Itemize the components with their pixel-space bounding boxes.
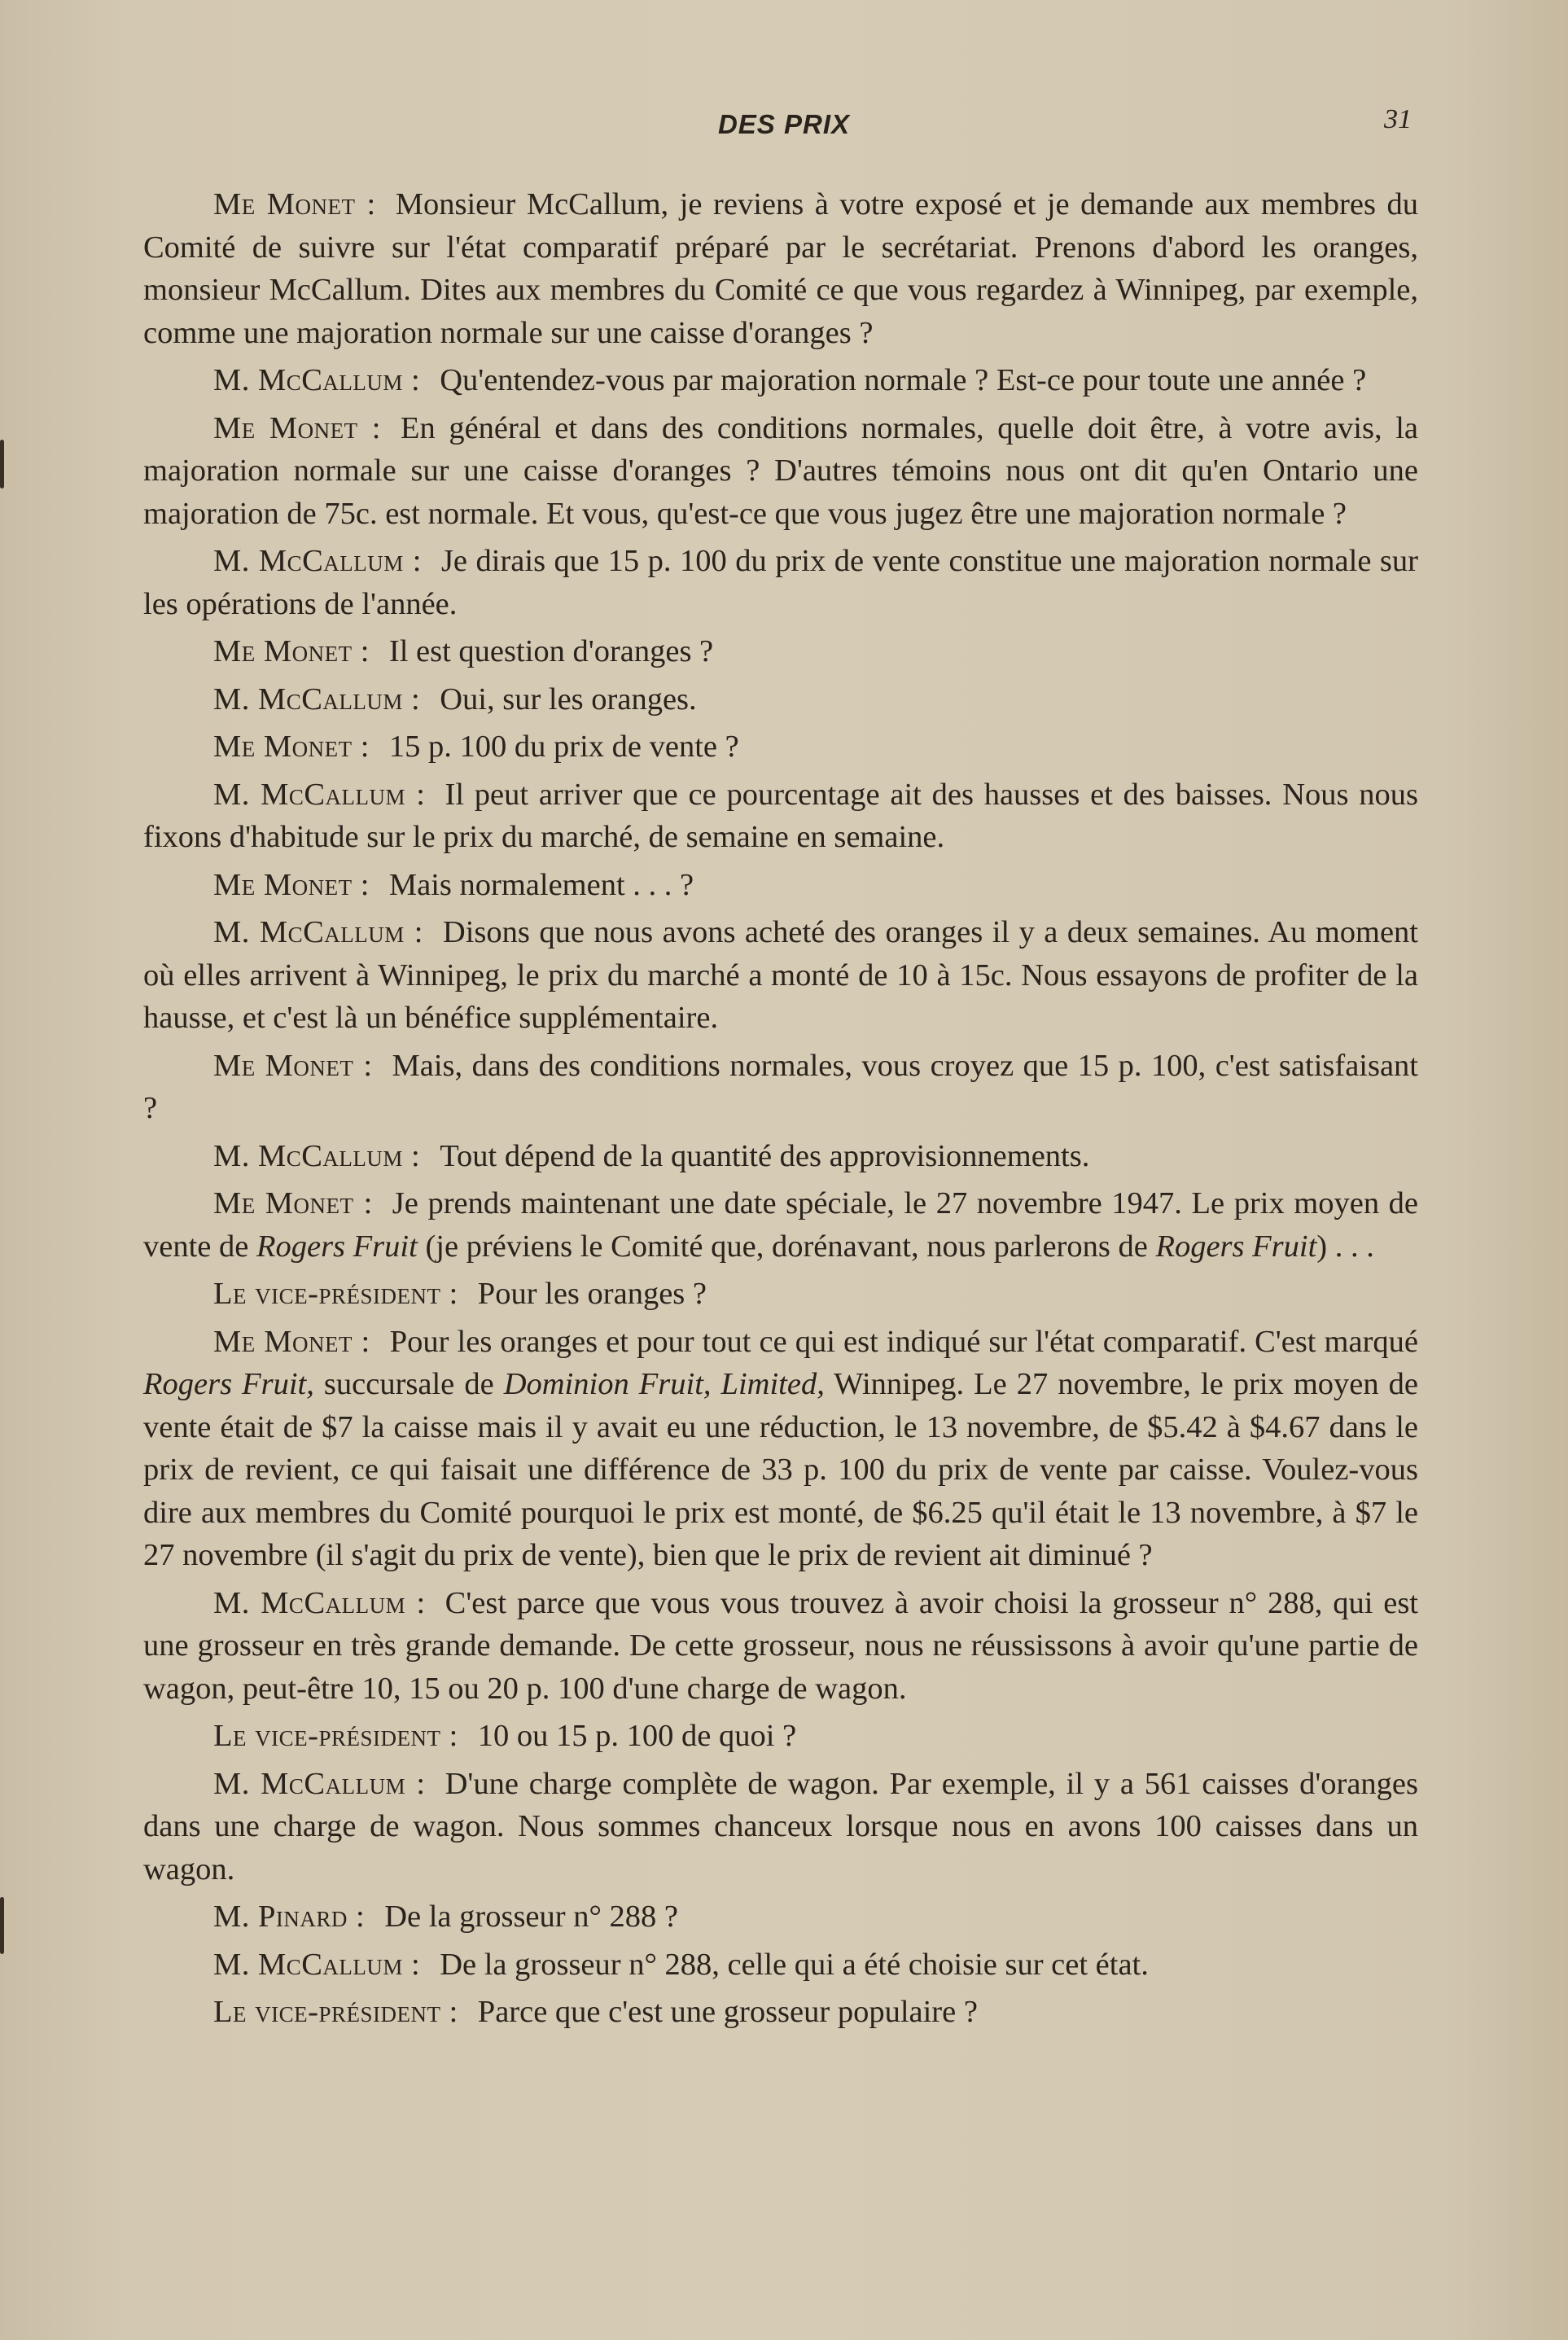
- speech-text: 15 p. 100 du prix de vente ?: [388, 730, 739, 764]
- dialogue-paragraph: [143, 359, 1418, 402]
- speaker-label: Me Monet :: [213, 1324, 370, 1359]
- speech-text: Tout dépend de la quantité des approvisionnements.: [440, 1138, 1090, 1173]
- dialogue-paragraph: [143, 630, 1418, 673]
- page-number: 31: [1384, 104, 1412, 134]
- dialogue-paragraph: [143, 1273, 1418, 1316]
- dialogue-paragraph: [143, 1943, 1418, 1987]
- dialogue-paragraph: [143, 1895, 1418, 1939]
- italic-name: Rogers Fruit,: [143, 1367, 314, 1401]
- speaker-label: Me Monet :: [213, 867, 370, 902]
- speaker-label: M. McCallum :: [213, 1766, 426, 1801]
- speaker-label: M. McCallum :: [213, 681, 421, 716]
- speech-fragment: succursale de: [313, 1367, 504, 1401]
- dialogue-paragraph: [143, 1321, 1418, 1577]
- speech-text: D'une charge complète de wagon. Par exemple, il y a 561 caisses d'oranges dans une charge de wagon. Nous sommes chanceux lorsque nous en avons 100 caisses dans un wagon.: [143, 1766, 1418, 1886]
- transcript-body: [143, 183, 1418, 2039]
- speaker-label: Le vice-président :: [213, 1995, 458, 2029]
- speaker-label: Me Monet :: [213, 730, 370, 764]
- italic-name: Dominion Fruit, Limited,: [503, 1367, 825, 1401]
- speaker-label: Me Monet :: [213, 410, 381, 445]
- margin-mark: [0, 440, 4, 489]
- speech-fragment: ) . . .: [1316, 1229, 1374, 1264]
- dialogue-paragraph: [143, 540, 1418, 625]
- speech-text: De la grosseur n° 288, celle qui a été choisie sur cet état.: [440, 1947, 1149, 1982]
- speech-text: [143, 1325, 1418, 1573]
- speech-fragment: Winnipeg. Le 27 novembre, le prix moyen de vente était de $7 la caisse mais il y avait eu une réduction, le 13 novembre, de $5.42 à $4.67 dans le prix de revient, ce qui faisait une différence de 33 p. 100 du prix de vente par caisse. Voulez-vous dire aux membres du Comité pourquoi le prix est monté, de $6.25 qu'il était le 13 novembre, à $7 le 27 novembre (il s'agit du prix de vente), bien que le prix de revient ait diminué ?: [143, 1367, 1418, 1572]
- speech-text: Oui, sur les oranges.: [440, 681, 697, 716]
- speech-text: De la grosseur n° 288 ?: [384, 1900, 678, 1934]
- running-head: [0, 104, 1568, 153]
- speaker-label: M. McCallum :: [213, 363, 421, 397]
- speaker-label: Le vice-président :: [213, 1277, 458, 1311]
- italic-name: Rogers Fruit: [256, 1229, 418, 1264]
- speaker-label: Me Monet :: [213, 1048, 373, 1083]
- speech-text: Il est question d'oranges ?: [388, 634, 714, 668]
- speech-fragment: Je prends maintenant une date spéciale, le 27 novembre 1947. Le prix moyen de vente de: [143, 1186, 1418, 1264]
- dialogue-paragraph: [143, 183, 1418, 354]
- dialogue-paragraph: [143, 1182, 1418, 1268]
- speaker-label: M. Pinard :: [213, 1900, 366, 1934]
- speaker-label: M. McCallum :: [213, 915, 423, 949]
- dialogue-paragraph: [143, 1763, 1418, 1891]
- speech-text: Parce que c'est une grosseur populaire ?: [477, 1995, 978, 2029]
- speech-fragment: Pour les oranges et pour tout ce qui est indiqué sur l'état comparatif. C'est marqué: [389, 1324, 1419, 1359]
- dialogue-paragraph: [143, 773, 1418, 859]
- speech-text: Il peut arriver que ce pourcentage ait des hausses et des baisses. Nous nous fixons d'habitude sur le prix du marché, de semaine en semaine.: [143, 777, 1418, 854]
- speech-text: 10 ou 15 p. 100 de quoi ?: [477, 1719, 797, 1753]
- dialogue-paragraph: [143, 407, 1418, 536]
- running-head-title: DES PRIX: [717, 109, 851, 139]
- dialogue-paragraph: [143, 1582, 1418, 1711]
- speech-text: Je dirais que 15 p. 100 du prix de vente constitue une majoration normale sur les opérations de l'année.: [143, 544, 1418, 621]
- speaker-label: Me Monet :: [213, 1186, 373, 1220]
- speaker-label: Me Monet :: [213, 187, 376, 221]
- speech-text: En général et dans des conditions normales, quelle doit être, à votre avis, la majoration normale sur une caisse d'oranges ? D'autres témoins nous ont dit qu'en Ontario une majoration de 75c. est normale. Et vous, qu'est-ce que vous jugez être une majoration normale ?: [143, 410, 1418, 531]
- speech-text: Pour les oranges ?: [477, 1277, 707, 1311]
- speaker-label: Me Monet :: [213, 634, 370, 668]
- dialogue-paragraph: [143, 678, 1418, 721]
- speech-text: Mais normalement . . . ?: [388, 867, 694, 902]
- speaker-label: M. McCallum :: [213, 1585, 426, 1620]
- speaker-label: M. McCallum :: [213, 777, 426, 812]
- margin-mark: [0, 1897, 4, 1954]
- dialogue-paragraph: [143, 1715, 1418, 1758]
- dialogue-paragraph: [143, 1135, 1418, 1178]
- speech-text: Qu'entendez-vous par majoration normale ? Est-ce pour toute une année ?: [440, 363, 1367, 397]
- speaker-label: M. McCallum :: [213, 1947, 421, 1982]
- dialogue-paragraph: [143, 911, 1418, 1040]
- speech-text: Disons que nous avons acheté des oranges il y a deux semaines. Au moment où elles arrivent à Winnipeg, le prix du marché a monté de 10 à 15c. Nous essayons de profiter de la hausse, et c'est là un bénéfice supplémentaire.: [143, 915, 1418, 1035]
- speech-text: C'est parce que vous vous trouvez à avoir choisi la grosseur n° 288, qui est une grosseur en très grande demande. De cette grosseur, nous ne réussissons à avoir qu'une partie de wagon, peut-être 10, 15 ou 20 p. 100 d'une charge de wagon.: [143, 1585, 1419, 1706]
- speech-text: Monsieur McCallum, je reviens à votre exposé et je demande aux membres du Comité de suivre sur l'état comparatif préparé par le secrétariat. Prenons d'abord les oranges, monsieur McCallum. Dites aux membres du Comité ce que vous regardez à Winnipeg, par exemple, comme une majoration normale sur une caisse d'oranges ?: [143, 187, 1418, 350]
- dialogue-paragraph: [143, 1045, 1418, 1130]
- dialogue-paragraph: [143, 1991, 1418, 2034]
- speaker-label: M. McCallum :: [213, 1138, 421, 1173]
- italic-name: Rogers Fruit: [1155, 1229, 1317, 1264]
- speech-fragment: (je préviens le Comité que, dorénavant, nous parlerons de: [417, 1229, 1156, 1264]
- speaker-label: M. McCallum :: [213, 544, 422, 578]
- dialogue-paragraph: [143, 864, 1418, 907]
- dialogue-paragraph: [143, 725, 1418, 769]
- speaker-label: Le vice-président :: [213, 1719, 458, 1753]
- speech-text: Mais, dans des conditions normales, vous croyez que 15 p. 100, c'est satisfaisant ?: [143, 1048, 1419, 1125]
